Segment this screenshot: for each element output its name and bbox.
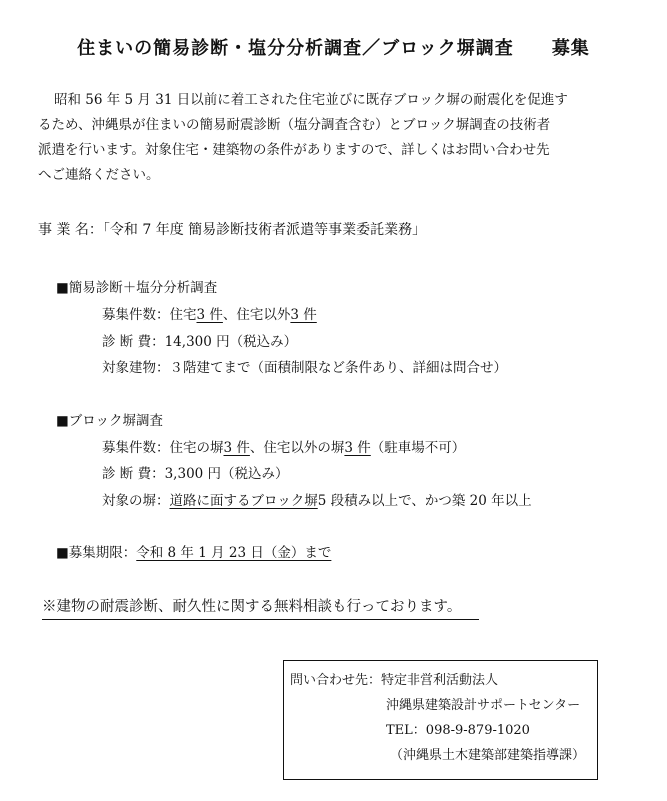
target-label: 対象の塀： [102,493,170,509]
recruit-count: 3 件 [290,307,317,323]
target-label: 対象建物： [102,360,170,376]
contact-org: 特定非営利活動法人 [381,673,499,688]
target-value: ３階建てまで（面積制限など条件あり、詳細は問合せ） [169,360,507,376]
section1-recruit-row: 募集件数：住宅3 件、住宅以外3 件 [102,307,317,323]
project-name [38,219,426,239]
free-consultation-note: ※建物の耐震診断、耐久性に関する無料相談も行っております。 [42,595,479,620]
fee-label: 診 断 費： [102,466,165,482]
section-heading-simple-diagnosis: ■簡易診断＋塩分分析調査 [56,280,218,296]
section1-target-row [102,356,507,376]
fee-value: 3,300 円（税込み） [164,466,289,482]
contact-dept: （沖縄県土木建築部建築指導課） [390,748,586,763]
intro-line: へご連絡ください。 [38,167,160,183]
section2-target-row [102,489,532,509]
intro-paragraph [38,88,598,188]
contact-center: 沖縄県建築設計サポートセンター [386,698,581,713]
recruit-label: 募集件数： [102,440,170,456]
fee-value: 14,300 円（税込み） [164,334,298,350]
page-title-main: 住まいの簡易診断・塩分分析調査／ブロック塀調査 [77,38,514,59]
deadline-value: 令和 8 年 1 月 23 日（金）まで [136,545,332,561]
target-underlined: 道路に面するブロック塀 [169,493,318,509]
recruit-label: 募集件数： [102,307,170,323]
fee-label: 診 断 費： [102,334,165,350]
contact-box [283,660,598,780]
recruit-count: 3 件 [223,440,250,456]
page-title [0,34,667,60]
project-label: 事 業 名： [38,222,103,238]
intro-line: 昭和 56 年 5 月 31 日以前に着工された住宅並びに既存ブロック塀の耐震化を促進す [54,92,568,108]
intro-line: るため、沖縄県が住まいの簡易耐震診断（塩分調査含む）とブロック塀調査の技術者 [38,117,551,133]
recruit-count: 3 件 [344,440,371,456]
contact-org-line [290,669,498,688]
contact-tel: TEL：098-9-879-1020 [386,723,530,738]
page-title-suffix: 募集 [551,38,590,59]
project-value: 「令和 7 年度 簡易診断技術者派遣等事業委託業務」 [102,222,427,238]
recruit-note: （駐車場不可） [370,440,466,456]
section2-recruit-row: 募集件数：住宅の塀3 件、住宅以外の塀3 件（駐車場不可） [102,440,466,456]
recruit-count: 3 件 [196,307,223,323]
section-heading-block-wall: ■ブロック塀調査 [56,413,163,429]
section2-fee-row [102,462,289,482]
section1-fee-row [102,330,297,350]
target-rest: 5 段積み以上で、かつ築 20 年以上 [317,493,532,509]
deadline-label: ■募集期限： [56,545,137,561]
deadline [56,541,331,561]
contact-label: 問い合わせ先： [290,673,382,688]
intro-line: 派遣を行います。対象住宅・建築物の条件がありますので、詳しくはお問い合わせ先 [38,142,550,158]
